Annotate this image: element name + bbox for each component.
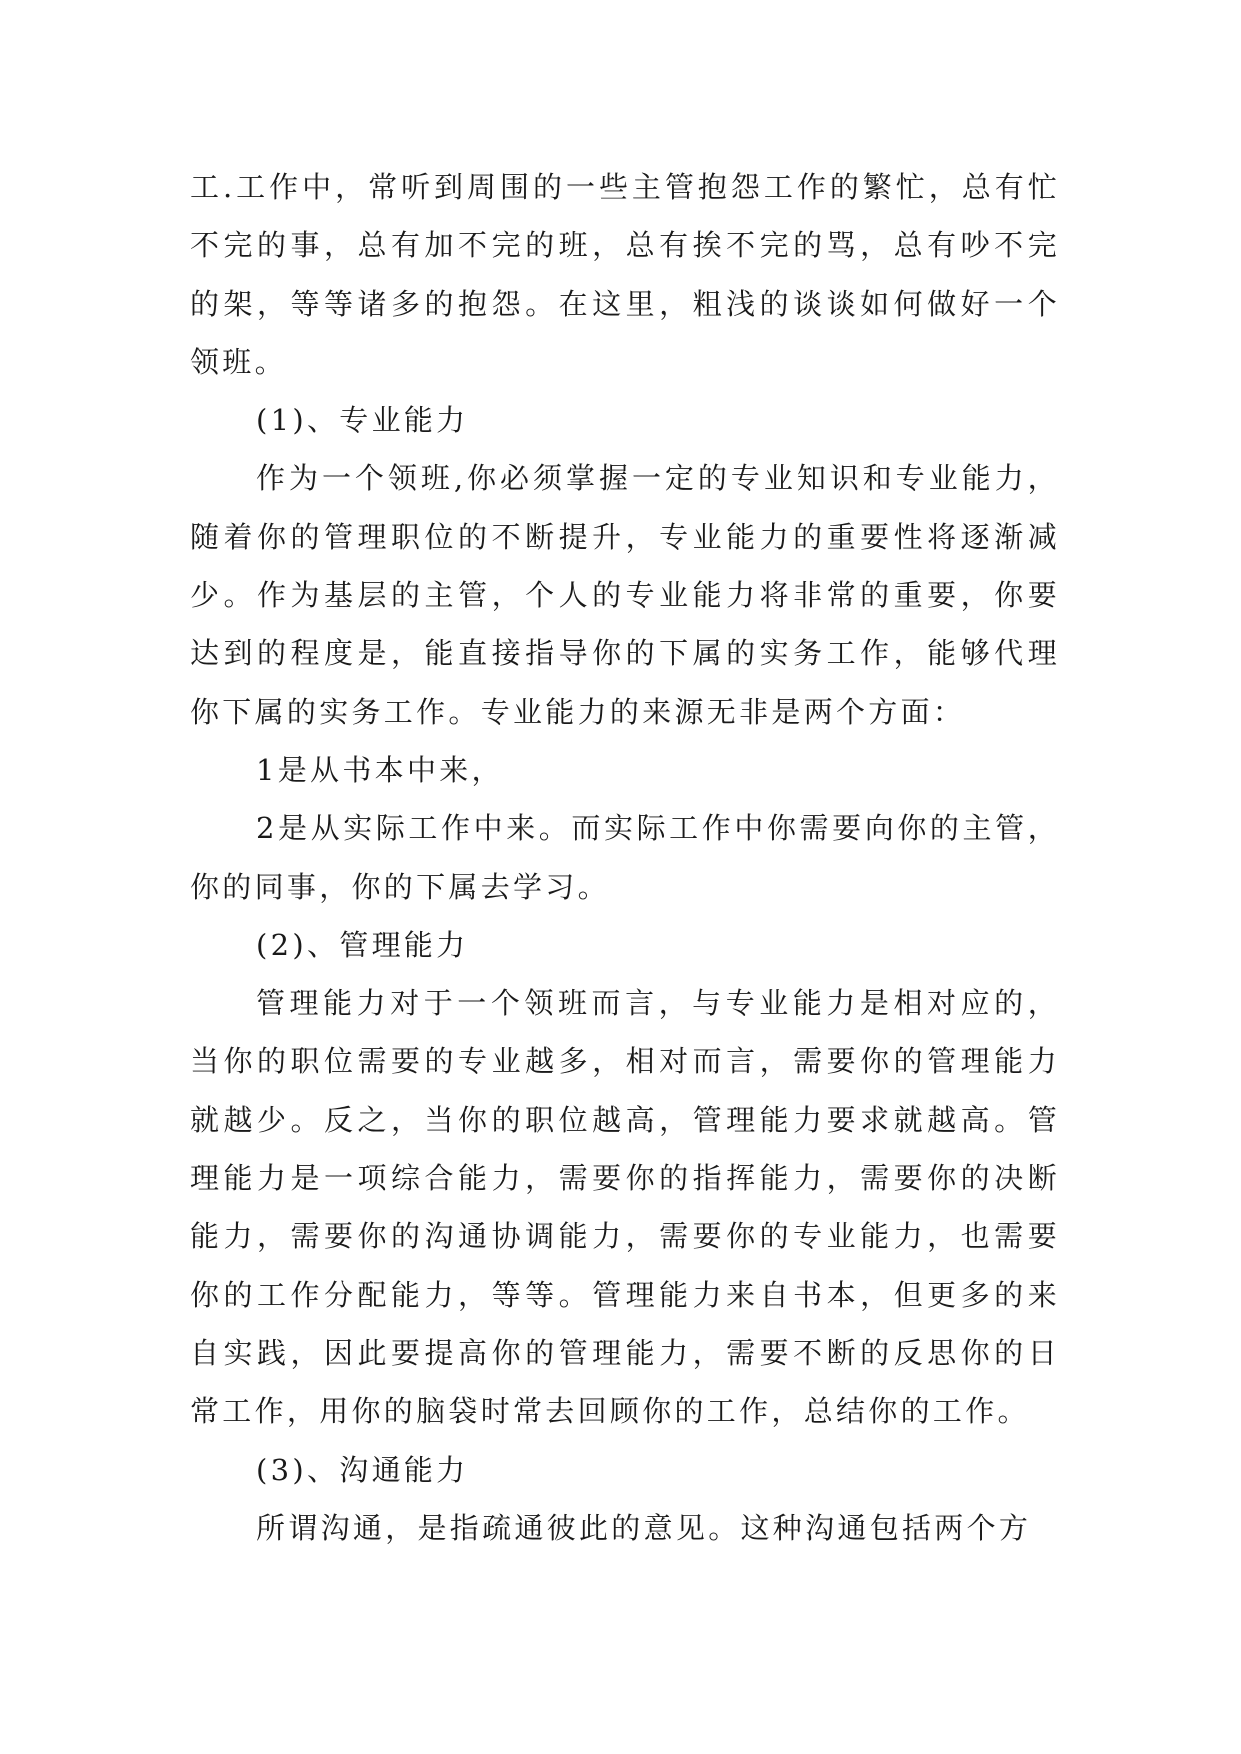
document-body	[190, 158, 1060, 1557]
section-heading-communication-ability: (3)、沟通能力	[256, 1452, 469, 1487]
paragraph: 作为一个领班,你必须掌握一定的专业知识和专业能力，随着你的管理职位的不断提升，专业能力的重要性将逐渐减少。作为基层的主管，个人的专业能力将非常的重要，你要达到的程度是，能直接指导你的下属的实务工作，能够代理你下属的实务工作。专业能力的来源无非是两个方面：	[190, 461, 1060, 729]
list-item: 1是从书本中来，	[256, 752, 504, 787]
section-heading-professional-ability: (1)、专业能力	[256, 403, 469, 438]
section-heading-management-ability: (2)、管理能力	[256, 927, 469, 962]
paragraph: 所谓沟通，是指疏通彼此的意见。这种沟通包括两个方	[256, 1510, 1032, 1545]
paragraph: 管理能力对于一个领班而言，与专业能力是相对应的，当你的职位需要的专业越多，相对而言，需要你的管理能力就越少。反之，当你的职位越高，管理能力要求就越高。管理能力是一项综合能力，需要你的指挥能力，需要你的决断能力，需要你的沟通协调能力，需要你的专业能力，也需要你的工作分配能力，等等。管理能力来自书本，但更多的来自实践，因此要提高你的管理能力，需要不断的反思你的日常工作，用你的脑袋时常去回顾你的工作，总结你的工作。	[190, 986, 1060, 1429]
list-item: 2是从实际工作中来。而实际工作中你需要向你的主管，你的同事，你的下属去学习。	[190, 811, 1060, 904]
paragraph: 工.工作中，常听到周围的一些主管抱怨工作的繁忙，总有忙不完的事，总有加不完的班，总有挨不完的骂，总有吵不完的架，等等诸多的抱怨。在这里，粗浅的谈谈如何做好一个领班。	[190, 170, 1060, 379]
